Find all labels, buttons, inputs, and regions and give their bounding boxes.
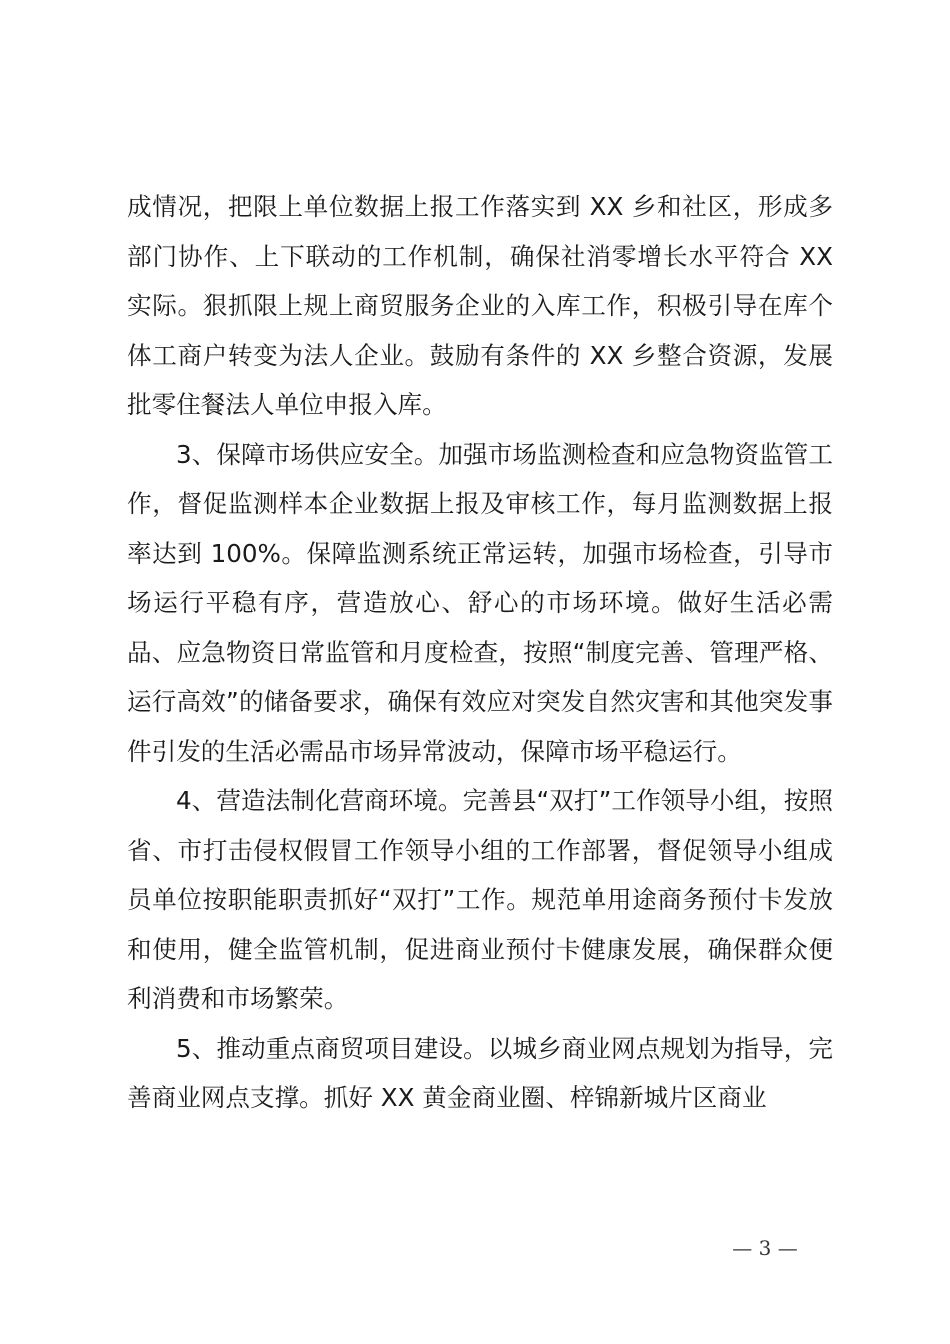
paragraph-key-projects: 5、推动重点商贸项目建设。以城乡商业网点规划为指导，完善商业网点支撑。抓好 XX 黄金商业圈、梓锦新城片区商业: [127, 1033, 833, 1112]
paragraph-business-environment: 4、营造法制化营商环境。完善县“双打”工作领导小组，按照省、市打击侵权假冒工作领导小组的工作部署，督促领导小组成员单位按职能职责抓好“双打”工作。规范单用途商务预付卡发放和使用，健全监管机制，促进商业预付卡健康发展，确保群众便利消费和市场繁荣。: [127, 786, 833, 1013]
paragraph-continued: 成情况，把限上单位数据上报工作落实到 XX 乡和社区，形成多部门协作、上下联动的工作机制，确保社消零增长水平符合 XX 实际。狠抓限上规上商贸服务企业的入库工作，积极引导在库个体工商户转变为法人企业。鼓励有条件的 XX 乡整合资源，发展批零住餐法人单位申报入库。: [127, 192, 833, 419]
body-text: [127, 182, 833, 1123]
page-number: — 3 —: [732, 1236, 798, 1260]
paragraph-market-supply: 3、保障市场供应安全。加强市场监测检查和应急物资监管工作，督促监测样本企业数据上报及审核工作，每月监测数据上报率达到 100%。保障监测系统正常运转，加强市场检查，引导市场运行平稳有序，营造放心、舒心的市场环境。做好生活必需品、应急物资日常监管和月度检查，按照“制度完善、管理严格、运行高效”的储备要求，确保有效应对突发自然灾害和其他突发事件引发的生活必需品市场异常波动，保障市场平稳运行。: [127, 439, 833, 766]
